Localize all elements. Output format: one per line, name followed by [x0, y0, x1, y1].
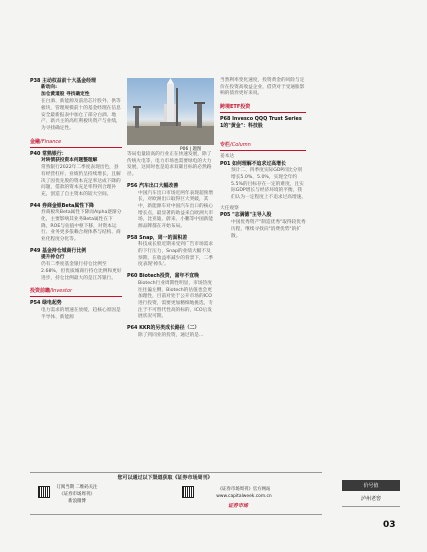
page-ref: P58 — [127, 234, 138, 241]
intro-text: 当然利率变化速度，投资黄金的风险与定价在投资高收益企业，借贷对于受通胀影响的债券更好来说。 — [220, 78, 305, 97]
entry-title: KKR的另类成长路径（二） — [139, 325, 200, 332]
entry-p56[interactable] — [127, 183, 214, 231]
entry-title: Snap，周一的面积差 — [139, 234, 188, 241]
entry-summary: 除了到同业的投资，通过的是... — [138, 332, 204, 338]
footer-qr-label: 新浪微博 — [68, 499, 86, 505]
author-name: 姜本达 — [220, 153, 235, 159]
author-name: 大任观察 — [220, 205, 239, 211]
section-finance — [30, 139, 122, 148]
footer-divider — [30, 514, 322, 515]
section-etf — [220, 104, 306, 113]
entry-p01[interactable] — [220, 161, 306, 202]
contents-column-middle — [127, 152, 214, 344]
intro-text: 等局电量较高的行业正在快速发展，除了传统火电等，电力市场也需要绿电的大力发展，这同时也是追求双碳目标的必然路径。 — [127, 152, 212, 178]
section-label: 金融 — [30, 138, 41, 145]
page-ref: P05 — [220, 212, 231, 219]
page-ref: P38 — [30, 78, 41, 84]
page-ref: P64 — [127, 325, 138, 332]
entry-p40[interactable] — [30, 151, 122, 199]
entry-summary: 预计二、四季度实际GDP同比分别增长5.0%、5.0%，实现全年约5.5%的目标存在一定的难度，且实际GDP增长与经济环境的平衡，我们认为一定程度上不追求过高增速。 — [231, 168, 307, 201]
entry-title: 绿电起势 — [42, 300, 62, 307]
entry-summary: 科技成长股近期来受到广告市场需求的下行压力，Snap的业绩大幅不及预期，在收益率减少的背景下，二季度表现'掉头'。 — [138, 242, 214, 268]
entry-title-line: 对转债获投资本何题整理解 — [41, 157, 98, 163]
page-ref: P68 — [220, 116, 231, 123]
section-label-en: /Finance — [40, 138, 62, 145]
entry-title: Biotech投资，富年不宜晚 — [139, 273, 200, 280]
cover-photo — [127, 78, 214, 145]
qr-code-icon[interactable] — [38, 486, 50, 498]
brand-logo: 证券市场 — [228, 503, 249, 509]
entry-title: 常熟银行： — [42, 150, 67, 157]
contents-column-right — [220, 78, 306, 244]
entry-title: 如何理解不追求过高增长 — [232, 160, 286, 167]
entry-summary: 仍有二季度基金银行持仓比例至2.68%，但优质城商行持仓比例和更好进步，持仓比例最大的是江苏银行。 — [41, 262, 122, 281]
entry-p44[interactable] — [30, 203, 122, 244]
photo-caption: P06 | 题图 — [180, 147, 202, 152]
page-ref: P01 — [220, 160, 231, 167]
entry-p49[interactable] — [30, 248, 122, 283]
price-panel — [342, 480, 400, 507]
entry-p05[interactable] — [220, 212, 306, 240]
entry-title: 汽车出口大幅改善 — [139, 182, 179, 189]
footer-site-name: 《证券市场周刊》官方网站 — [217, 487, 271, 492]
section-column — [220, 142, 306, 151]
footer-website — [196, 486, 292, 500]
page-ref: P44 — [30, 202, 41, 209]
section-label-en: /Investor — [50, 288, 73, 295]
page-number: 03 — [383, 520, 396, 530]
entry-summary: 电力需求的增速在放缓，趋核心原因是半导体、新能源 — [41, 308, 121, 320]
page-ref: P40 — [30, 150, 41, 157]
section-investor — [30, 288, 122, 297]
entry-summary: Biotech行业周期性明显，市场热度往往偏左侧，Biotech的估值也会更加理性，目前对处于公开市场的ICO进行投资，需要更加精细地挑选，专注于不可替代性高的标的，ICO后发展状况可期。 — [138, 280, 214, 320]
section-label: 投资前瞻 — [30, 288, 51, 295]
entry-title: Invesco QQQ Trust Series 1的"黄金"：科技股 — [220, 116, 302, 129]
entry-p64[interactable] — [127, 325, 214, 340]
section-label: 跨境ETF投资 — [220, 104, 251, 111]
entry-title-line: 新动向: — [41, 84, 57, 90]
footer-headline: 您可以通过以下渠道获取《证券市场周刊》 — [117, 475, 213, 481]
entry-summary: 中国汽车出口市场近两年表现超预增长，对欧洲出口取得巨大突破，其中，新能源车对中国汽车出口的核心增长点，最显著的助益来自欧洲大市场，比亚迪、蔚来、小鹏等中国新能源品牌都在开始布局。 — [138, 190, 214, 229]
entry-title-line: 提升持仓行 — [41, 254, 65, 260]
footer-qr-label: 订阅当期 二维码关注 — [56, 485, 98, 490]
price-panel-header: 价号值 — [342, 480, 400, 491]
entry-p68[interactable] — [220, 116, 306, 130]
footer-qr-labels — [52, 484, 102, 505]
page-ref: P49 — [30, 247, 41, 254]
entry-title: 主动权益前十大基金经理 — [42, 78, 96, 84]
entry-p58[interactable] — [127, 235, 214, 270]
entry-title-line: 加仓黄道股 寻找确定性 — [41, 91, 90, 97]
contents-column-left — [30, 78, 122, 326]
entry-title: 基金持仓城商行比例 — [42, 247, 87, 254]
footer-site-url[interactable]: www.capitalweek.com.cn — [216, 494, 272, 500]
entry-summary: 中国优秀资产"制造优秀"取得较优秀历程，继续寻找向"消费优势"的扩散。 — [231, 220, 306, 239]
price-panel-value: 泸州老窖 — [342, 491, 400, 507]
rocket-launch-illustration — [127, 78, 214, 145]
page-ref: P60 — [127, 273, 138, 280]
entry-title: "志满德"主导入股 — [232, 212, 272, 219]
page-ref: P54 — [30, 300, 41, 307]
entry-summary: 常熟银行2022年二季度表现出色，县有经营杠杆、业绩仍呈持续增长，且解决了因优先股的资本充足率达成下降的问题，借款的资本充足率得到合理补充，创造了自主资本的较大空间。 — [41, 165, 121, 197]
page-ref: P56 — [127, 182, 138, 189]
section-label: 专栏 — [220, 141, 231, 148]
entry-p38[interactable] — [30, 78, 122, 133]
section-label-en: /Column — [230, 141, 251, 148]
entry-summary: 券商板块Beta属性下降而Alpha逐渐分化，主要影响其业务Beta属性在下降，ROE与估值中枢下移，对资本运行、业务更多依赖合规体系与结构、商业化程度分化等。 — [41, 210, 122, 243]
footer-divider — [30, 472, 322, 473]
entry-p54[interactable] — [30, 300, 122, 321]
entry-summary: 在白酒、新能源及前沿芯片股外、供等板块，管理规模前十的基金经理在信息安全最新报表中加仓了部分白酒、地产、新兴主的高红利板块资产与业绩，为寻找确定性。 — [41, 99, 121, 131]
entry-p60[interactable] — [127, 273, 214, 321]
footer-qr-label: 《证券市场周刊》 — [59, 492, 95, 498]
qr-code-icon[interactable] — [182, 486, 194, 498]
entry-title: 券商金银Beta属性下降 — [42, 202, 94, 209]
